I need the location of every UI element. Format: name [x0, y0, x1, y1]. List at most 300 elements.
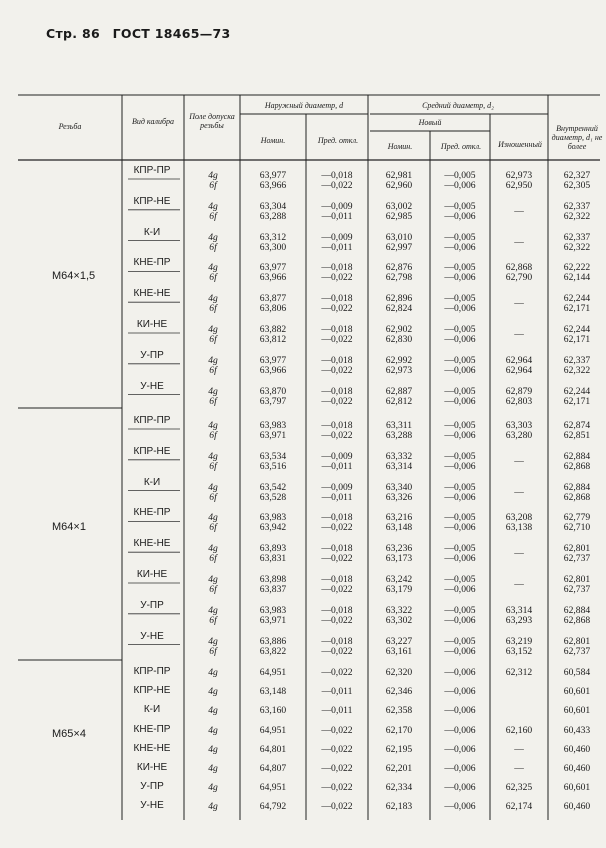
table-cell: 6f: [209, 210, 217, 222]
table-cell: 62,160: [505, 724, 533, 736]
gauge-type: КНЕ-НЕ: [133, 538, 171, 550]
table-cell: 63,882: [259, 324, 287, 335]
table-cell: —0,022: [321, 801, 353, 813]
table-cell: 6f: [209, 491, 217, 503]
table-cell: 62,812: [385, 395, 413, 407]
table-cell: —0,005: [444, 385, 476, 397]
table-cell: —0,005: [444, 481, 476, 493]
table-cell: —0,006: [444, 553, 476, 565]
table-cell: 4g: [208, 385, 218, 397]
table-cell: —0,006: [444, 743, 476, 755]
table-cell: 62,325: [505, 782, 533, 794]
table-cell: 63,227: [385, 635, 413, 647]
table-cell: —0,006: [444, 180, 476, 191]
gauge-type: КПР-НЕ: [133, 685, 171, 697]
table-cell: —0,006: [444, 364, 476, 376]
table-cell: —0,006: [444, 241, 476, 253]
table-cell: 62,801: [563, 543, 591, 555]
table-cell: 62,830: [385, 334, 413, 345]
table-cell: 63,971: [259, 614, 287, 626]
table-cell: 62,170: [385, 724, 413, 736]
table-cell: 62,985: [385, 210, 413, 222]
table-cell: 4g: [208, 200, 218, 212]
table-cell: —0,018: [321, 543, 353, 555]
table-cell: 4g: [208, 686, 218, 698]
table-cell: —0,006: [444, 395, 476, 407]
table-cell: —0,022: [321, 667, 353, 678]
table-cell: —0,005: [444, 262, 476, 274]
table-cell: 63,300: [259, 241, 287, 253]
col-outer: Наружный диаметр, d: [264, 101, 344, 110]
table-cell: 63,983: [259, 512, 287, 524]
table-cell: 62,346: [385, 686, 413, 698]
table-cell: 4g: [208, 801, 218, 813]
table-cell: —0,006: [444, 522, 476, 534]
table-cell: 62,868: [563, 614, 591, 626]
table-cell: —0,005: [444, 574, 476, 585]
page-number: Стр. 86: [46, 26, 100, 41]
col-pitch: Средний диаметр, d₂: [422, 101, 494, 110]
table-cell: 63,314: [385, 460, 413, 472]
table-cell: —: [514, 743, 524, 755]
table-cell: 63,288: [385, 430, 413, 441]
table-cell: 62,337: [563, 231, 591, 243]
table-cell: —: [514, 329, 524, 340]
table-cell: —0,011: [321, 705, 353, 717]
table-cell: 62,884: [563, 481, 591, 493]
table-cell: —0,011: [321, 210, 353, 222]
gauge-type: КПР-ПР: [133, 165, 171, 176]
table-cell: 63,002: [385, 200, 413, 212]
col-outer-dev: Пред. откл.: [317, 136, 359, 145]
table-cell: —0,022: [321, 334, 353, 345]
table-cell: —0,009: [321, 200, 353, 212]
table-cell: 4g: [208, 420, 218, 431]
table-cell: 63,966: [259, 180, 287, 191]
table-cell: —0,022: [321, 303, 353, 315]
table-cell: 62,222: [563, 262, 591, 274]
table-cell: 62,798: [385, 272, 413, 284]
table-cell: 63,831: [259, 553, 287, 565]
table-cell: 4g: [208, 635, 218, 647]
table-cell: 63,877: [259, 293, 287, 305]
table-cell: 62,244: [563, 293, 591, 305]
table-cell: —0,018: [321, 604, 353, 616]
gauge-type: У-НЕ: [140, 380, 164, 392]
table-cell: 63,173: [385, 553, 413, 565]
table-cell: 62,887: [385, 385, 413, 397]
gauge-type: КИ-НЕ: [136, 569, 168, 580]
table-cell: —: [514, 298, 524, 310]
gauge-type: КНЕ-ПР: [133, 507, 171, 519]
table-cell: 62,322: [563, 210, 591, 222]
table-cell: —0,006: [444, 724, 476, 736]
table-cell: 62,964: [505, 354, 533, 366]
table-cell: 4g: [208, 763, 218, 774]
table-cell: 62,305: [563, 180, 591, 191]
table-cell: 63,312: [259, 231, 287, 243]
col-outer-nom: Номин.: [260, 136, 286, 145]
table-cell: 63,326: [385, 491, 413, 503]
table-cell: 60,433: [563, 724, 591, 736]
table-cell: 62,960: [385, 180, 413, 191]
table-cell: —0,006: [444, 303, 476, 315]
table-cell: 63,340: [385, 481, 413, 493]
table-cell: 64,801: [259, 743, 287, 755]
table-cell: 63,837: [259, 584, 287, 595]
table-cell: 62,737: [563, 553, 591, 565]
table-cell: —0,022: [321, 724, 353, 736]
table-cell: —0,006: [444, 334, 476, 345]
gauge-type: КПР-ПР: [133, 666, 171, 677]
table-cell: 62,868: [563, 491, 591, 503]
table-cell: —0,006: [444, 584, 476, 595]
table-cell: 4g: [208, 354, 218, 366]
table-cell: 63,219: [505, 635, 533, 647]
table-cell: 62,337: [563, 200, 591, 212]
gauge-type: У-ПР: [140, 781, 164, 793]
table-cell: 4g: [208, 667, 218, 678]
table-cell: —0,005: [444, 170, 476, 181]
table-cell: —0,005: [444, 604, 476, 616]
table-cell: —0,018: [321, 354, 353, 366]
table-cell: 60,460: [563, 801, 591, 813]
gauge-type: КНЕ-НЕ: [133, 288, 171, 300]
table-cell: 6f: [209, 272, 217, 284]
table-cell: 6f: [209, 553, 217, 565]
table-cell: 62,874: [563, 420, 591, 431]
table-cell: 62,981: [385, 170, 413, 181]
table-cell: 60,460: [563, 743, 591, 755]
table-cell: —0,022: [321, 645, 353, 657]
table-cell: —0,006: [444, 210, 476, 222]
table-cell: 6f: [209, 645, 217, 657]
table-cell: 62,884: [563, 450, 591, 462]
table-cell: 63,898: [259, 574, 287, 585]
table-cell: —0,005: [444, 450, 476, 462]
table-cell: 63,797: [259, 395, 287, 407]
table-cell: 4g: [208, 604, 218, 616]
table-cell: 63,534: [259, 450, 287, 462]
table-cell: —0,022: [321, 522, 353, 534]
table-cell: 4g: [208, 724, 218, 736]
table-cell: —0,022: [321, 553, 353, 565]
table-cell: 62,320: [385, 667, 413, 678]
table-cell: —0,018: [321, 170, 353, 181]
table-cell: —0,018: [321, 385, 353, 397]
table-cell: 62,337: [563, 354, 591, 366]
table-cell: —0,006: [444, 801, 476, 813]
table-cell: 63,280: [505, 430, 533, 441]
table-cell: 63,303: [505, 420, 533, 431]
table-cell: 60,601: [563, 705, 591, 717]
table-cell: 6f: [209, 241, 217, 253]
table-cell: 63,152: [505, 645, 533, 657]
gauge-type: КПР-НЕ: [133, 445, 171, 457]
table-cell: 63,293: [505, 614, 533, 626]
table-cell: —0,022: [321, 430, 353, 441]
table-cell: —: [514, 763, 524, 774]
table-cell: 63,208: [505, 512, 533, 524]
table-cell: 62,884: [563, 604, 591, 616]
col-pitch-worn: Изношенный: [498, 140, 542, 149]
table-cell: —0,011: [321, 491, 353, 503]
table-cell: 63,311: [385, 420, 413, 431]
table-cell: —0,005: [444, 293, 476, 305]
table-cell: 4g: [208, 705, 218, 717]
table-cell: 62,779: [563, 512, 591, 524]
thread-label: M64×1: [52, 521, 86, 533]
table-cell: 62,244: [563, 324, 591, 335]
table-cell: 63,977: [259, 354, 287, 366]
table-cell: 60,601: [563, 782, 591, 794]
table-cell: 60,584: [563, 667, 591, 678]
table-cell: 4g: [208, 324, 218, 335]
col-pitch-dev: Пред. откл.: [440, 142, 482, 151]
table-cell: —0,022: [321, 782, 353, 794]
table-cell: 63,806: [259, 303, 287, 315]
table-cell: —0,018: [321, 635, 353, 647]
table-cell: —0,005: [444, 543, 476, 555]
table-cell: 62,801: [563, 574, 591, 585]
gauge-type: КНЕ-ПР: [133, 257, 171, 269]
table-cell: 63,983: [259, 420, 287, 431]
table-cell: 63,332: [385, 450, 413, 462]
table-cell: 63,216: [385, 512, 413, 524]
table-cell: —0,005: [444, 512, 476, 524]
table-cell: 62,876: [385, 262, 413, 274]
gauge-type: К-И: [143, 226, 161, 238]
thread-label: M65×4: [52, 728, 86, 740]
table-cell: 62,992: [385, 354, 413, 366]
table-cell: 63,977: [259, 170, 287, 181]
table-cell: 64,951: [259, 667, 287, 678]
table-cell: 4g: [208, 743, 218, 755]
table-cell: 62,244: [563, 385, 591, 397]
table-cell: 62,710: [563, 522, 591, 534]
gauge-type: К-И: [143, 704, 161, 716]
table-cell: 62,334: [385, 782, 413, 794]
table-cell: 63,966: [259, 364, 287, 376]
table-cell: 62,171: [563, 395, 591, 407]
table-cell: 4g: [208, 481, 218, 493]
table-cell: 6f: [209, 180, 217, 191]
table-cell: 6f: [209, 460, 217, 472]
table-cell: —0,018: [321, 324, 353, 335]
col-gauge: Вид калибра: [132, 117, 174, 126]
table-cell: 62,327: [563, 170, 591, 181]
table-cell: 4g: [208, 262, 218, 274]
gauge-type: У-ПР: [140, 599, 164, 611]
table-cell: 62,801: [563, 635, 591, 647]
table-cell: —0,009: [321, 481, 353, 493]
table-cell: —0,022: [321, 364, 353, 376]
standard-code: ГОСТ 18465—73: [112, 26, 231, 41]
table-cell: 63,542: [259, 481, 287, 493]
table-cell: —0,022: [321, 763, 353, 774]
thread-label: M64×1,5: [52, 270, 96, 282]
table-cell: 62,973: [505, 170, 533, 181]
col-pitch-nom: Номин.: [387, 142, 413, 151]
gauge-type: КПР-НЕ: [133, 195, 171, 207]
table-cell: 63,236: [385, 543, 413, 555]
table-cell: 63,942: [259, 522, 287, 534]
table-cell: 64,807: [259, 763, 287, 774]
table-cell: —0,022: [321, 272, 353, 284]
table-cell: 62,964: [505, 364, 533, 376]
table-cell: —0,018: [321, 512, 353, 524]
table-cell: 63,822: [259, 645, 287, 657]
gauge-type: У-НЕ: [140, 630, 164, 642]
table-cell: 62,171: [563, 303, 591, 315]
table-cell: 6f: [209, 430, 217, 441]
table-cell: —0,005: [444, 231, 476, 243]
table-cell: 63,161: [385, 645, 413, 657]
gauge-type: У-НЕ: [140, 800, 164, 812]
table-cell: 4g: [208, 231, 218, 243]
table-cell: 6f: [209, 364, 217, 376]
table-cell: 63,983: [259, 604, 287, 616]
table-cell: —0,005: [444, 354, 476, 366]
table-cell: 63,886: [259, 635, 287, 647]
table-cell: 64,951: [259, 782, 287, 794]
table-cell: —0,009: [321, 231, 353, 243]
table-cell: 4g: [208, 782, 218, 794]
table-cell: 63,516: [259, 460, 287, 472]
table-cell: 62,174: [505, 801, 533, 813]
table-cell: —0,006: [444, 430, 476, 441]
table-cell: 63,148: [259, 686, 287, 698]
table-cell: —0,011: [321, 686, 353, 698]
table-cell: 63,870: [259, 385, 287, 397]
table-cell: —0,006: [444, 667, 476, 678]
table-cell: 62,183: [385, 801, 413, 813]
table-cell: 62,312: [505, 667, 533, 678]
table-cell: —0,022: [321, 180, 353, 191]
table-cell: 6f: [209, 614, 217, 626]
table-cell: 6f: [209, 395, 217, 407]
table-cell: 63,304: [259, 200, 287, 212]
table-cell: 6f: [209, 334, 217, 345]
table-cell: —: [514, 205, 524, 217]
table-cell: 63,893: [259, 543, 287, 555]
gauge-type: КИ-НЕ: [136, 762, 168, 773]
table-cell: 62,171: [563, 334, 591, 345]
table-cell: —0,006: [444, 614, 476, 626]
col-pitch-new: Новый: [418, 118, 442, 127]
table-cell: 63,010: [385, 231, 413, 243]
table-cell: 63,148: [385, 522, 413, 534]
gauge-type: КНЕ-ПР: [133, 723, 171, 735]
table-cell: —0,022: [321, 614, 353, 626]
table-cell: 62,195: [385, 743, 413, 755]
table-cell: 62,896: [385, 293, 413, 305]
table-cell: —0,011: [321, 460, 353, 472]
table-cell: 62,790: [505, 272, 533, 284]
table-cell: 6f: [209, 522, 217, 534]
table-cell: 62,851: [563, 430, 591, 441]
table-cell: —0,018: [321, 293, 353, 305]
table-cell: —0,006: [444, 272, 476, 284]
table-cell: 62,868: [505, 262, 533, 274]
table-cell: 63,288: [259, 210, 287, 222]
table-cell: 63,812: [259, 334, 287, 345]
table-cell: 63,242: [385, 574, 413, 585]
table-cell: 6f: [209, 584, 217, 595]
table-cell: 63,138: [505, 522, 533, 534]
table-cell: 64,792: [259, 801, 287, 813]
table-cell: —: [514, 548, 524, 560]
table-cell: 62,144: [563, 272, 591, 284]
table-cell: 63,302: [385, 614, 413, 626]
table-cell: —0,011: [321, 241, 353, 253]
table-cell: 62,879: [505, 385, 533, 397]
table-cell: —: [514, 455, 524, 467]
table-cell: 63,528: [259, 491, 287, 503]
table-cell: 63,160: [259, 705, 287, 717]
table-cell: 62,737: [563, 584, 591, 595]
table-cell: 6f: [209, 303, 217, 315]
table-cell: —0,006: [444, 782, 476, 794]
gauge-type: У-ПР: [140, 349, 164, 361]
gauge-type: КИ-НЕ: [136, 319, 168, 330]
table-cell: 63,966: [259, 272, 287, 284]
table-cell: —: [514, 579, 524, 590]
table-cell: 4g: [208, 170, 218, 181]
table-cell: 62,997: [385, 241, 413, 253]
table-cell: —0,018: [321, 574, 353, 585]
table-cell: —0,018: [321, 420, 353, 431]
table-cell: —: [514, 486, 524, 498]
table-cell: 62,824: [385, 303, 413, 315]
col-thread: Резьба: [58, 122, 82, 131]
table-cell: —0,018: [321, 262, 353, 274]
table-cell: 63,322: [385, 604, 413, 616]
table-cell: 62,322: [563, 241, 591, 253]
table-cell: 62,201: [385, 763, 413, 774]
table-cell: 4g: [208, 450, 218, 462]
table-cell: —0,005: [444, 635, 476, 647]
table-cell: 63,314: [505, 604, 533, 616]
table-cell: 4g: [208, 293, 218, 305]
table-cell: 62,973: [385, 364, 413, 376]
table-cell: —0,006: [444, 763, 476, 774]
table-cell: —0,006: [444, 645, 476, 657]
table-cell: —0,022: [321, 584, 353, 595]
table-cell: —0,006: [444, 491, 476, 503]
table-cell: —0,005: [444, 420, 476, 431]
gauge-type: К-И: [143, 476, 161, 488]
table-cell: —0,022: [321, 395, 353, 407]
col-tolerance: Поле допуска резьбы: [189, 112, 235, 130]
table-cell: 62,358: [385, 705, 413, 717]
table-cell: 63,179: [385, 584, 413, 595]
table-cell: —0,022: [321, 743, 353, 755]
table-cell: 4g: [208, 543, 218, 555]
table-cell: —: [514, 236, 524, 248]
table-cell: 60,460: [563, 763, 591, 774]
gauge-type: КНЕ-НЕ: [133, 742, 171, 754]
table-cell: 4g: [208, 512, 218, 524]
table-cell: 62,322: [563, 364, 591, 376]
table-cell: —0,006: [444, 705, 476, 717]
table-cell: —0,009: [321, 450, 353, 462]
table-cell: —0,006: [444, 460, 476, 472]
table-cell: 63,977: [259, 262, 287, 274]
table-cell: 64,951: [259, 724, 287, 736]
gauge-type: КПР-ПР: [133, 415, 171, 426]
table-cell: 62,950: [505, 180, 533, 191]
